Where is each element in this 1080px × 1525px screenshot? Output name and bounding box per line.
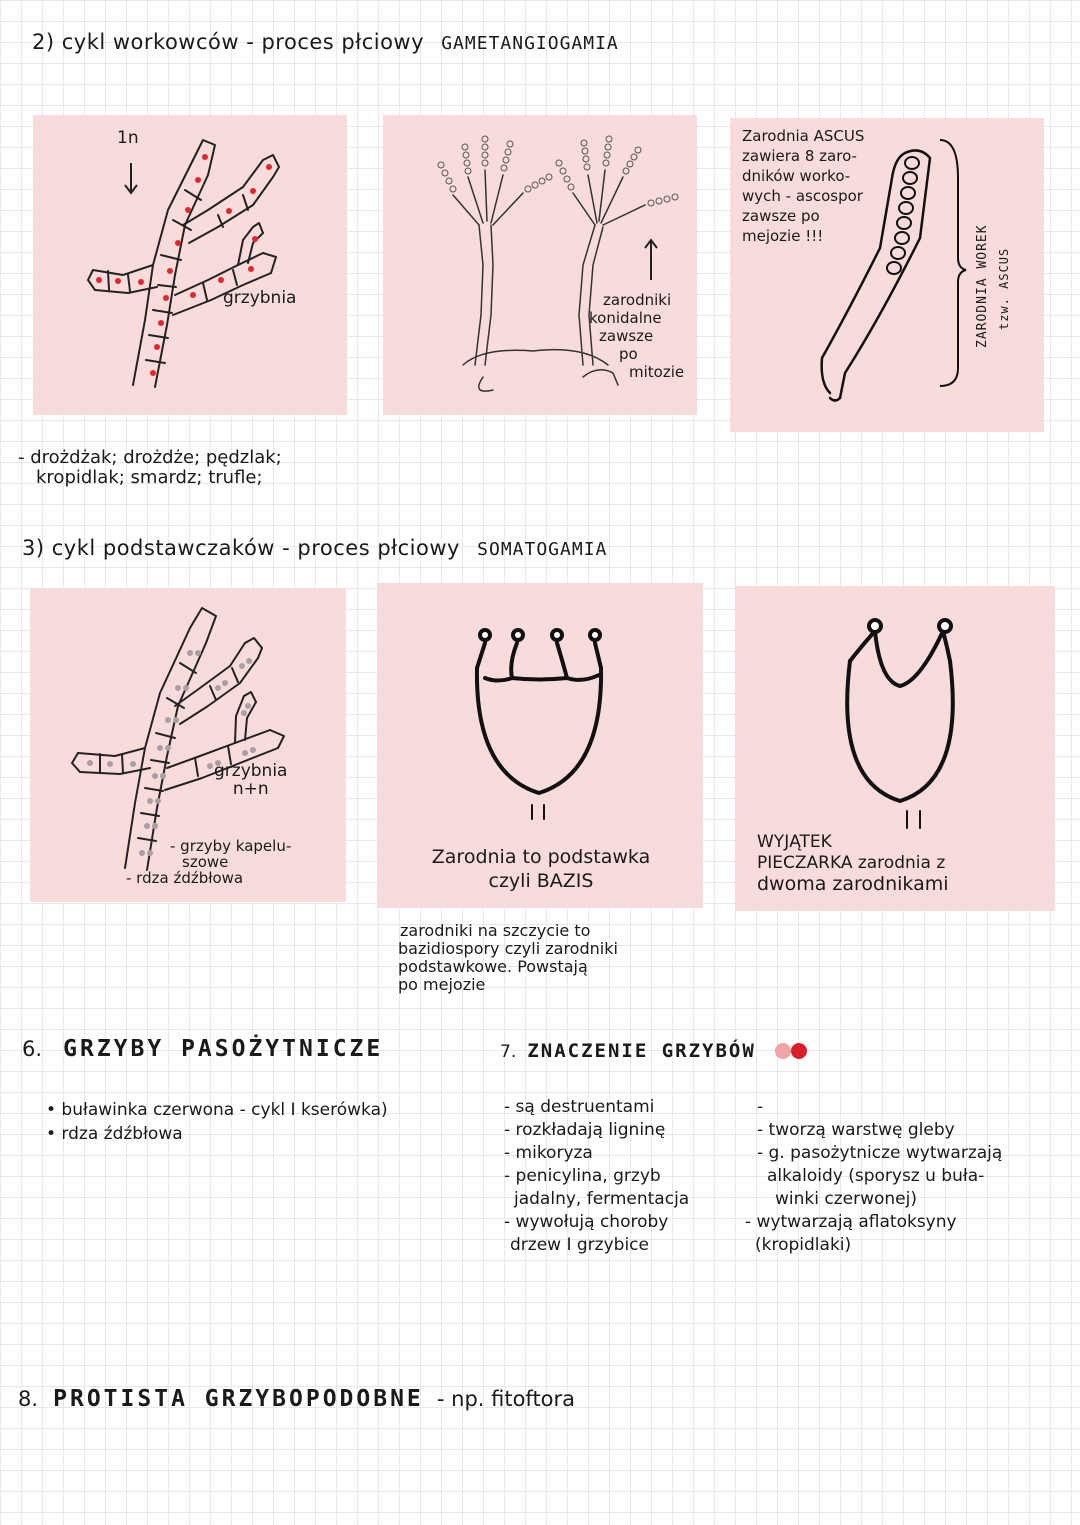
exception-caption-line-2: PIECZARKA zarodnia z: [757, 853, 946, 873]
conidia-label: [589, 291, 684, 381]
section7-col1-line-3: - mikoryza: [504, 1143, 593, 1163]
section2-examples-line-1: - drożdżak; drożdże; pędzlak;: [18, 447, 282, 468]
section7-col2-line-6: - wytwarzają aflatoksyny: [745, 1212, 957, 1232]
basidio-examples-line-3: - rdza źdźbłowa: [126, 869, 244, 887]
basidio-examples-line-1: - grzyby kapelu-: [170, 837, 292, 855]
basidiospore-note-line-4: po mejozie: [398, 975, 486, 994]
conidia-label-line-3: zawsze: [599, 327, 654, 345]
basidio-examples-line-2: szowe: [182, 853, 229, 871]
ascus-side-label-2: tzw. ASCUS: [997, 247, 1011, 330]
section3-heading-text: 3) cykl podstawczaków - proces płciowy: [22, 536, 460, 560]
conidia-label-line-2: konidalne: [589, 309, 662, 327]
hyphae-panel-dikaryon: [30, 588, 346, 902]
ploidy-label: 1n: [117, 128, 139, 148]
ascus-label-line-3: dników worko-: [742, 167, 851, 185]
section3-heading-caps: SOMATOGAMIA: [477, 539, 608, 560]
conidiophore-panel: [383, 115, 697, 415]
basidium-caption-line-2: czyli BAZIS: [488, 870, 594, 892]
section3-heading: [22, 536, 607, 560]
dikaryon-ploidy: n+n: [232, 779, 269, 799]
exception-caption-line-3: dwoma zarodnikami: [757, 873, 949, 895]
section7-col1-line-1: - są destruentami: [504, 1097, 655, 1117]
ascus-label-line-2: zawiera 8 zaro-: [742, 147, 857, 165]
section7-col2-line-4: alkaloidy (sporysz u buła-: [767, 1166, 985, 1186]
ascus-label-line-5: zawsze po: [742, 207, 820, 225]
section7-col2-line-2: - tworzą warstwę gleby: [757, 1120, 955, 1140]
section6-title: GRZYBY PASOŻYTNICZE: [63, 1036, 384, 1062]
ascus-panel: [730, 118, 1044, 432]
section8-heading: [18, 1386, 575, 1412]
section2-examples: [18, 448, 282, 488]
section7-col1: [504, 1096, 689, 1257]
basidium-caption: [391, 845, 691, 893]
hyphae-panel-1n: [33, 115, 347, 415]
exception-caption-line-1: WYJĄTEK: [757, 832, 832, 852]
section7-col1-line-6: - wywołują choroby: [504, 1212, 669, 1232]
exception-caption: [757, 832, 949, 895]
section7-col2: [745, 1096, 1002, 1257]
section2-heading-caps: GAMETANGIOGAMIA: [441, 33, 619, 54]
basidiospore-note-line-3: podstawkowe. Powstają: [398, 957, 588, 976]
section6-heading: [22, 1036, 383, 1062]
ascus-label: [742, 126, 864, 246]
basidium-panel: [377, 583, 703, 908]
section7-number: 7.: [500, 1042, 517, 1062]
dikaryon-mycelium-label: [214, 762, 287, 798]
red-dot: [791, 1043, 807, 1059]
section2-heading: [32, 30, 619, 54]
section7-col1-line-5: jadalny, fermentacja: [514, 1189, 690, 1209]
section8-title: PROTISTA GRZYBOPODOBNE: [53, 1386, 424, 1412]
section2-heading-text: 2) cykl workowców - proces płciowy: [32, 30, 425, 54]
section6-item-1: • buławinka czerwona - cykl I kserówka): [46, 1100, 388, 1120]
conidia-label-line-4: po: [619, 345, 638, 363]
section6-item-2: • rdza źdźbłowa: [46, 1124, 183, 1144]
section6-number: 6.: [22, 1037, 43, 1061]
ascus-label-line-4: wych - ascospor: [742, 187, 863, 205]
section7-col2-line-1: -: [757, 1097, 764, 1117]
decoration-dots: [775, 1043, 802, 1063]
conidia-label-line-5: mitozie: [629, 363, 685, 381]
section8-number: 8.: [18, 1387, 39, 1411]
mushroom-exception-panel: [735, 586, 1055, 911]
section6-list: [46, 1098, 388, 1146]
basidium-caption-line-1: Zarodnia to podstawka: [431, 846, 651, 868]
section7-title: ZNACZENIE GRZYBÓW: [527, 1040, 756, 1062]
section7-col2-line-7: (kropidlaki): [755, 1235, 852, 1255]
basidio-examples: [126, 838, 291, 886]
section7-col1-line-7: drzew I grzybice: [510, 1235, 649, 1255]
section7-col1-line-2: - rozkładają ligninę: [504, 1120, 666, 1140]
basidiospore-note-line-1: zarodniki na szczycie to: [400, 921, 591, 940]
mycelium-label: grzybnia: [223, 288, 297, 308]
dikaryon-mycelium-word: grzybnia: [214, 761, 288, 781]
ascus-side-label-1: ZARODNIA WOREK: [975, 224, 990, 348]
section7-col2-line-5: winki czerwonej): [775, 1189, 917, 1209]
section2-examples-line-2: kropidlak; smardz; trufle;: [36, 467, 263, 488]
hyphae-drawing: [33, 115, 347, 415]
basidiospore-note: [398, 922, 618, 994]
ascus-label-line-1: Zarodnia ASCUS: [742, 127, 865, 145]
section7-col2-line-3: - g. pasożytnicze wytwarzają: [757, 1143, 1003, 1163]
ascus-label-line-6: mejozie !!!: [742, 227, 824, 245]
section8-suffix: - np. fitoftora: [436, 1387, 576, 1411]
pink-dot: [775, 1043, 791, 1059]
conidia-label-line-1: zarodniki: [603, 291, 672, 309]
section7-heading: [500, 1040, 802, 1063]
section7-col1-line-4: - penicylina, grzyb: [504, 1166, 661, 1186]
basidiospore-note-line-2: bazidiospory czyli zarodniki: [398, 939, 618, 958]
